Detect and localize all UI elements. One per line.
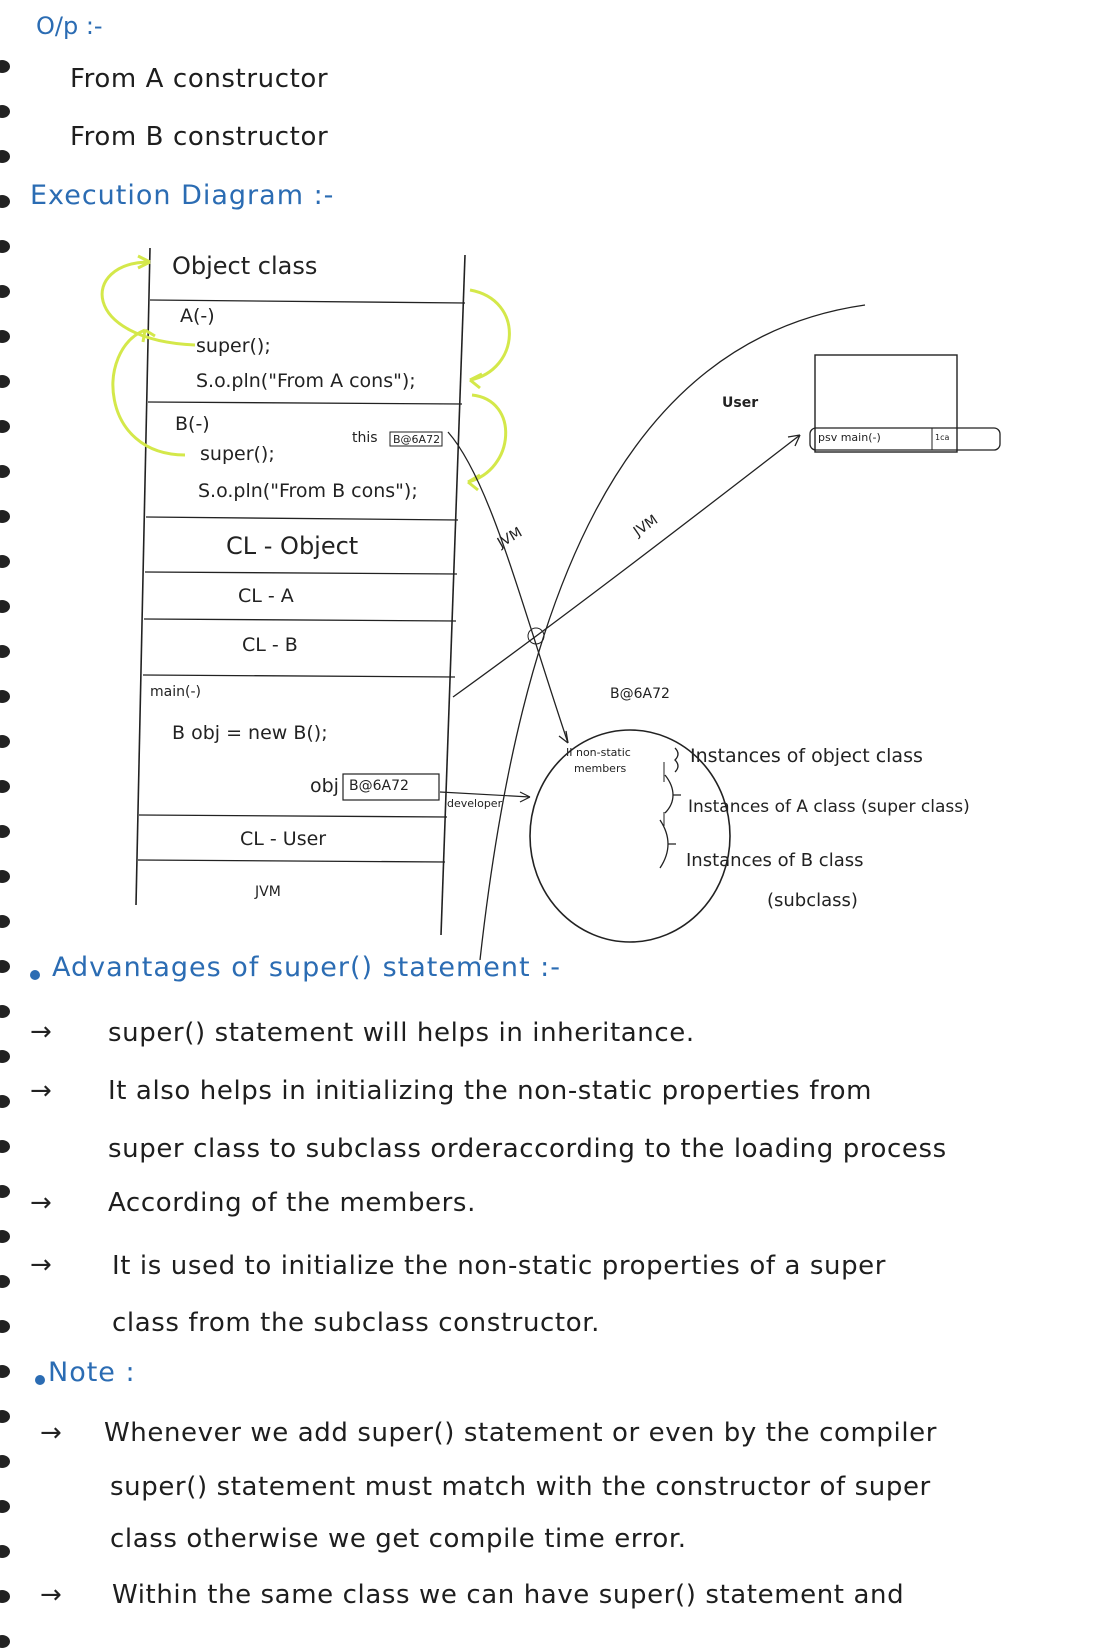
binding-hole xyxy=(0,1095,10,1108)
label-psv-ref: 1ca xyxy=(935,433,950,442)
label-instances-object: Instances of object class xyxy=(690,745,923,767)
binding-hole xyxy=(0,1455,10,1468)
advantage-arrow-1: → xyxy=(30,1017,52,1047)
advantage-4-line-2: class from the subclass constructor. xyxy=(112,1308,601,1338)
stack-this-label: this xyxy=(352,430,378,446)
advantage-arrow-4: → xyxy=(30,1250,52,1280)
advantage-3-line-1: According of the members. xyxy=(108,1188,476,1218)
stack-b-constructor: B(-) xyxy=(175,413,210,435)
stack-b-obj: B obj = new B(); xyxy=(172,722,328,744)
binding-hole xyxy=(0,1005,10,1018)
note-arrow-2: → xyxy=(40,1580,62,1610)
stack-a-constructor: A(-) xyxy=(180,305,215,327)
advantage-arrow-2: → xyxy=(30,1076,52,1106)
binding-hole xyxy=(0,1545,10,1558)
binding-hole xyxy=(0,1050,10,1063)
stack-object-class: Object class xyxy=(172,252,318,280)
note-arrow-1: → xyxy=(40,1418,62,1448)
binding-hole xyxy=(0,1500,10,1513)
advantages-heading: Advantages of super() statement :- xyxy=(52,952,562,983)
label-non-static: II non-static xyxy=(566,746,631,759)
advantage-1-line-1: super() statement will helps in inheritance. xyxy=(108,1018,695,1048)
output-line-1: From A constructor xyxy=(70,64,329,94)
stack-this-ref: B@6A72 xyxy=(393,433,441,446)
binding-hole xyxy=(0,1590,10,1603)
label-instances-b-subclass: (subclass) xyxy=(767,890,858,911)
note-1-line-2: super() statement must match with the constructor of super xyxy=(110,1472,931,1502)
label-jvm-right: JVM xyxy=(630,512,662,540)
label-user: User xyxy=(722,395,759,411)
stack-cl-user: CL - User xyxy=(240,828,327,850)
output-heading: O/p :- xyxy=(36,12,103,40)
stack-a-print: S.o.pln("From A cons"); xyxy=(196,370,416,392)
stack-main: main(-) xyxy=(150,684,201,700)
diagram-heading: Execution Diagram :- xyxy=(30,180,335,211)
binding-hole xyxy=(0,1635,10,1648)
stack-cl-b: CL - B xyxy=(242,634,298,656)
note-1-line-3: class otherwise we get compile time error. xyxy=(110,1524,687,1554)
note-bullet xyxy=(35,1375,45,1385)
stack-b-super: super(); xyxy=(200,443,275,465)
binding-hole xyxy=(0,1140,10,1153)
stack-cl-object: CL - Object xyxy=(226,532,359,560)
stack-a-super: super(); xyxy=(196,335,271,357)
advantage-arrow-3: → xyxy=(30,1188,52,1218)
advantage-4-line-1: It is used to initialize the non-static properties of a super xyxy=(112,1251,887,1281)
binding-hole xyxy=(0,960,10,973)
stack-obj-label: obj xyxy=(310,775,339,797)
label-jvm-left: JVM xyxy=(494,524,526,552)
note-2-line-1: Within the same class we can have super() statement and xyxy=(112,1580,905,1610)
advantage-2-line-2: super class to subclass orderaccording to the loading process xyxy=(108,1134,947,1164)
stack-b-print: S.o.pln("From B cons"); xyxy=(198,480,418,502)
binding-hole xyxy=(0,1410,10,1423)
stack-jvm: JVM xyxy=(255,884,281,900)
output-line-2: From B constructor xyxy=(70,122,329,152)
label-members: members xyxy=(574,762,627,775)
binding-hole xyxy=(0,1275,10,1288)
label-developer: developer xyxy=(447,797,503,810)
advantages-bullet xyxy=(30,970,40,980)
label-instances-a: Instances of A class (super class) xyxy=(688,797,970,817)
advantage-2-line-1: It also helps in initializing the non-static properties from xyxy=(108,1076,873,1106)
binding-hole xyxy=(0,1185,10,1198)
note-1-line-1: Whenever we add super() statement or even by the compiler xyxy=(104,1418,938,1448)
binding-hole xyxy=(0,1230,10,1243)
note-heading: Note : xyxy=(48,1357,136,1388)
binding-hole xyxy=(0,1320,10,1333)
stack-cl-a: CL - A xyxy=(238,585,294,607)
label-instances-b: Instances of B class xyxy=(686,850,864,871)
binding-hole xyxy=(0,1365,10,1378)
label-object-address: B@6A72 xyxy=(610,686,670,702)
label-psv-main: psv main(-) xyxy=(818,431,881,444)
stack-obj-ref: B@6A72 xyxy=(349,778,409,794)
